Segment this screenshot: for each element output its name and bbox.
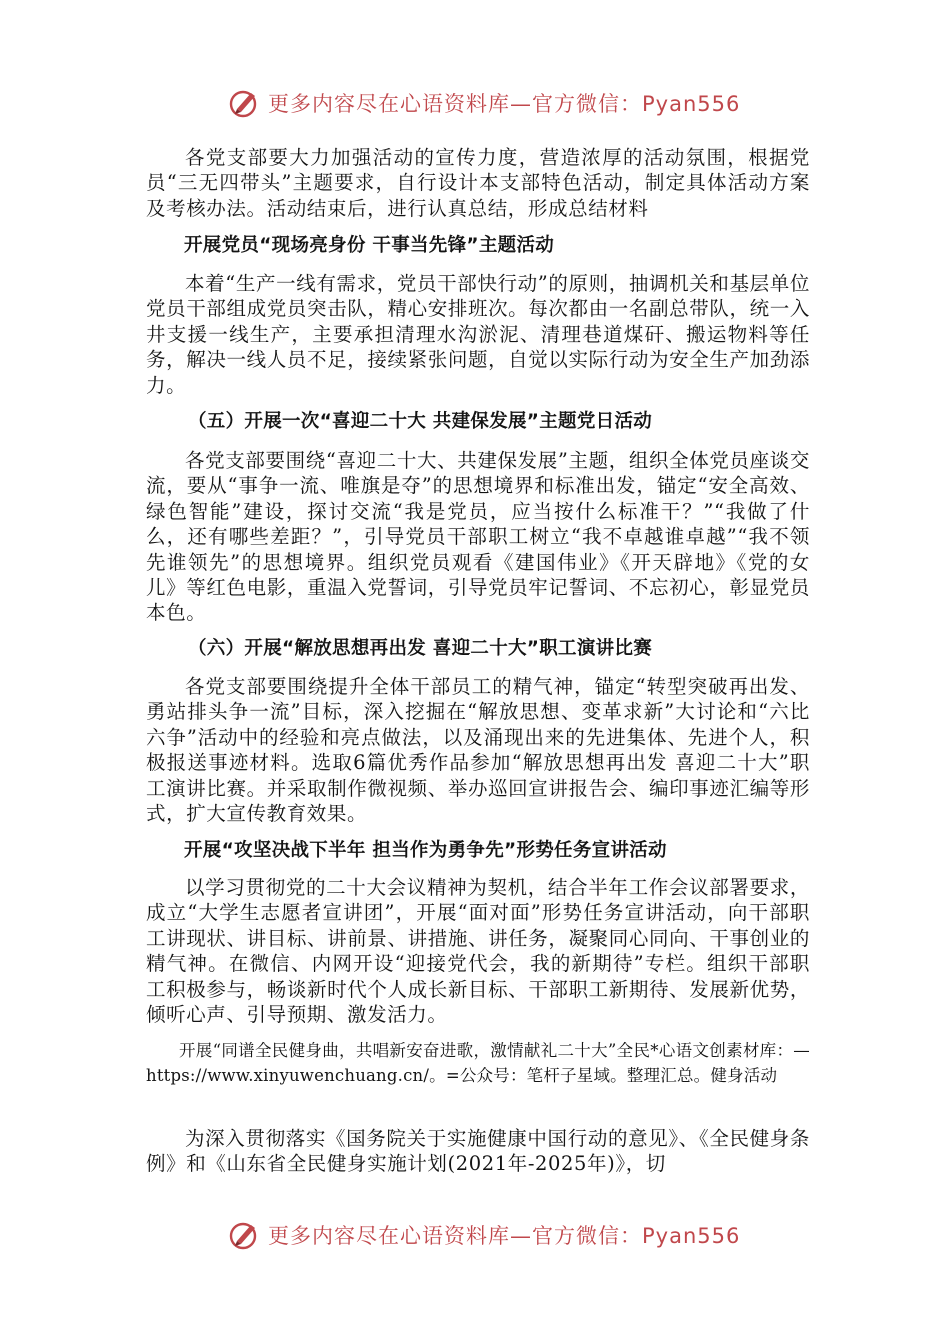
heading-party-member-vanguard: 开展党员“现场亮身份 干事当先锋”主题活动 [184, 235, 555, 256]
heading-section-six: （六）开展“解放思想再出发 喜迎二十大”职工演讲比赛 [188, 638, 653, 659]
footer-banner [228, 1218, 740, 1252]
header-banner [228, 86, 740, 120]
heading-briefing-activity: 开展“攻坚决战下半年 担当作为勇争先”形势任务宣讲活动 [184, 840, 667, 861]
paragraph-party-day: 各党支部要围绕“喜迎二十大、共建保发展”主题，组织全体党员座谈交流，要从“事争一流、唯旗是夺”的思想境界和标准出发，锚定“安全高效、绿色智能”建设，探讨交流“我是党员，应当按什么标准干？”“我做了什么，还有哪些差距？”，引导党员干部职工树立“我不卓越谁卓越”“我不领先谁领先”的思想境界。组织党员观看《建国伟业》《开天辟地》《党的女儿》等红色电影，重温入党誓词，引导党员牢记誓词、不忘初心，彰显党员本色。 [146, 449, 810, 625]
pen-logo-icon [228, 86, 262, 120]
pen-logo-icon [228, 1218, 262, 1252]
paragraph-publicity: 各党支部要大力加强活动的宣传力度，营造浓厚的活动氛围，根据党员“三无四带头”主题要求，自行设计本支部特色活动，制定具体活动方案及考核办法。活动结束后，进行认真总结，形成总结材料 [146, 146, 810, 220]
footer-banner-text: 更多内容尽在心语资料库—官方微信：Pyan556 [268, 1224, 741, 1248]
header-banner-text: 更多内容尽在心语资料库—官方微信：Pyan556 [268, 92, 741, 116]
heading-section-five: （五）开展一次“喜迎二十大 共建保发展”主题党日活动 [188, 411, 653, 432]
paragraph-fitness-intro: 开展“同谱全民健身曲，共唱新安奋进歌，激情献礼二十大”全民*心语文创素材库：—https://www.xinyuwenchuang.cn/。=公众号：笔杆子星域。整理汇总。健身活动 [146, 1041, 810, 1085]
paragraph-assault-team: 本着“生产一线有需求，党员干部快行动”的原则，抽调机关和基层单位党员干部组成党员突击队，精心安排班次。每次都由一名副总带队，统一入井支援一线生产，主要承担清理水沟淤泥、清理巷道煤矸、搬运物料等任务，解决一线人员不足，接续紧张问题，自觉以实际行动为安全生产加劲添力。 [146, 272, 810, 397]
paragraph-briefing: 以学习贯彻党的二十大会议精神为契机，结合半年工作会议部署要求，成立“大学生志愿者宣讲团”，开展“面对面”形势任务宣讲活动，向干部职工讲现状、讲目标、讲前景、讲措施、讲任务，凝聚同心同向、干事创业的精气神。在微信、内网开设“迎接党代会，我的新期待”专栏。组织干部职工积极参与，畅谈新时代个人成长新目标、干部职工新期待、发展新优势，倾听心声、引导预期、激发活力。 [146, 876, 810, 1027]
paragraph-speech-contest: 各党支部要围绕提升全体干部员工的精气神，锚定“转型突破再出发、勇站排头争一流”目标，深入挖掘在“解放思想、变革求新”大讨论和“六比六争”活动中的经验和亮点做法，以及涌现出来的先进集体、先进个人，积极报送事迹材料。选取6篇优秀作品参加“解放思想再出发 喜迎二十大”职工演讲比赛。并采取制作微视频、举办巡回宣讲报告会、编印事迹汇编等形式，扩大宣传教育效果。 [146, 675, 810, 826]
paragraph-fitness-policy: 为深入贯彻落实《国务院关于实施健康中国行动的意见》、《全民健身条例》和《山东省全民健身实施计划(2021年-2025年)》，切 [146, 1127, 810, 1176]
